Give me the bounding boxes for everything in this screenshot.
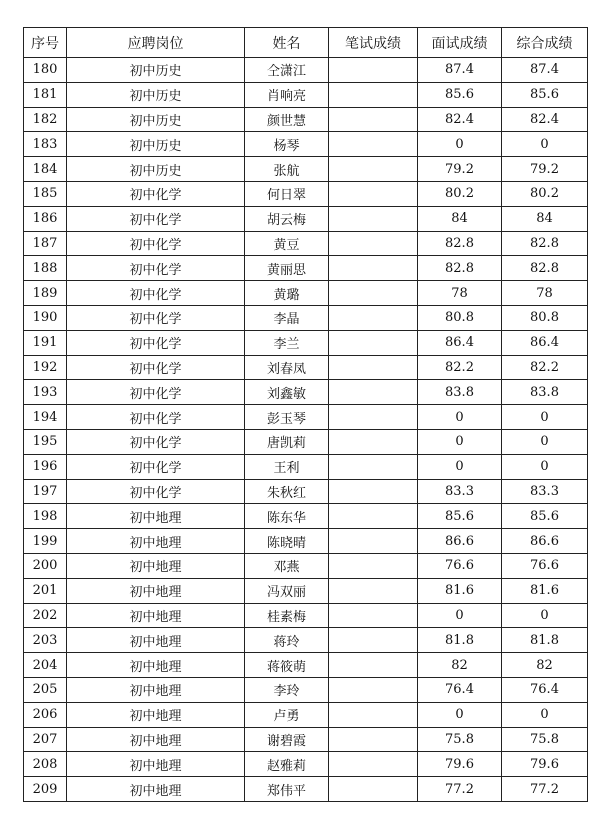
cell-no: 189 — [24, 281, 67, 306]
table-row — [24, 380, 588, 405]
cell-interview-score: 79.2 — [418, 157, 502, 182]
table-row — [24, 281, 588, 306]
cell-total-score: 80.2 — [502, 181, 588, 206]
cell-no: 194 — [24, 405, 67, 430]
cell-no: 185 — [24, 181, 67, 206]
cell-interview-score: 82.8 — [418, 231, 502, 256]
table-row — [24, 206, 588, 231]
cell-interview-score: 78 — [418, 281, 502, 306]
cell-interview-score: 83.3 — [418, 479, 502, 504]
cell-written-score — [329, 256, 418, 281]
cell-total-score: 0 — [502, 603, 588, 628]
cell-position: 初中化学 — [67, 256, 245, 281]
cell-total-score: 79.6 — [502, 752, 588, 777]
cell-no: 190 — [24, 305, 67, 330]
cell-written-score — [329, 107, 418, 132]
cell-name: 胡云梅 — [245, 206, 329, 231]
cell-position: 初中化学 — [67, 355, 245, 380]
cell-total-score: 86.6 — [502, 529, 588, 554]
cell-name: 刘鑫敏 — [245, 380, 329, 405]
cell-no: 181 — [24, 82, 67, 107]
cell-interview-score: 0 — [418, 429, 502, 454]
cell-name: 仝潇江 — [245, 58, 329, 83]
cell-written-score — [329, 281, 418, 306]
cell-no: 192 — [24, 355, 67, 380]
cell-total-score: 0 — [502, 132, 588, 157]
cell-name: 蒋玲 — [245, 628, 329, 653]
cell-total-score: 0 — [502, 454, 588, 479]
cell-position: 初中化学 — [67, 231, 245, 256]
header-total-score: 综合成绩 — [502, 28, 588, 58]
cell-written-score — [329, 578, 418, 603]
cell-name: 朱秋红 — [245, 479, 329, 504]
table-row — [24, 677, 588, 702]
table-row — [24, 653, 588, 678]
cell-interview-score: 79.6 — [418, 752, 502, 777]
cell-name: 李兰 — [245, 330, 329, 355]
cell-interview-score: 87.4 — [418, 58, 502, 83]
cell-interview-score: 82 — [418, 653, 502, 678]
cell-total-score: 87.4 — [502, 58, 588, 83]
cell-written-score — [329, 82, 418, 107]
cell-written-score — [329, 603, 418, 628]
cell-interview-score: 86.6 — [418, 529, 502, 554]
cell-interview-score: 0 — [418, 603, 502, 628]
cell-interview-score: 80.8 — [418, 305, 502, 330]
cell-no: 202 — [24, 603, 67, 628]
cell-position: 初中历史 — [67, 58, 245, 83]
cell-name: 邓燕 — [245, 553, 329, 578]
header-position: 应聘岗位 — [67, 28, 245, 58]
cell-name: 陈东华 — [245, 504, 329, 529]
header-written-score: 笔试成绩 — [329, 28, 418, 58]
cell-position: 初中化学 — [67, 380, 245, 405]
table-body — [24, 58, 588, 802]
cell-no: 193 — [24, 380, 67, 405]
cell-name: 黄豆 — [245, 231, 329, 256]
cell-interview-score: 82.4 — [418, 107, 502, 132]
cell-position: 初中地理 — [67, 529, 245, 554]
table-row — [24, 752, 588, 777]
cell-total-score: 85.6 — [502, 504, 588, 529]
table-row — [24, 504, 588, 529]
cell-total-score: 81.8 — [502, 628, 588, 653]
cell-position: 初中化学 — [67, 281, 245, 306]
cell-name: 郑伟平 — [245, 777, 329, 802]
cell-no: 203 — [24, 628, 67, 653]
cell-written-score — [329, 553, 418, 578]
table-row — [24, 702, 588, 727]
table-row — [24, 58, 588, 83]
cell-position: 初中化学 — [67, 305, 245, 330]
cell-written-score — [329, 132, 418, 157]
cell-total-score: 0 — [502, 702, 588, 727]
cell-total-score: 85.6 — [502, 82, 588, 107]
cell-interview-score: 75.8 — [418, 727, 502, 752]
cell-total-score: 0 — [502, 405, 588, 430]
cell-position: 初中历史 — [67, 82, 245, 107]
cell-name: 陈晓晴 — [245, 529, 329, 554]
cell-written-score — [329, 653, 418, 678]
cell-written-score — [329, 752, 418, 777]
scores-table — [23, 27, 588, 802]
cell-total-score: 83.3 — [502, 479, 588, 504]
cell-position: 初中历史 — [67, 132, 245, 157]
table-row — [24, 628, 588, 653]
cell-written-score — [329, 58, 418, 83]
cell-position: 初中地理 — [67, 504, 245, 529]
cell-interview-score: 76.6 — [418, 553, 502, 578]
table-row — [24, 405, 588, 430]
cell-position: 初中化学 — [67, 330, 245, 355]
cell-total-score: 82.8 — [502, 231, 588, 256]
cell-position: 初中地理 — [67, 578, 245, 603]
cell-interview-score: 84 — [418, 206, 502, 231]
cell-name: 卢勇 — [245, 702, 329, 727]
cell-position: 初中化学 — [67, 429, 245, 454]
cell-total-score: 83.8 — [502, 380, 588, 405]
cell-name: 李玲 — [245, 677, 329, 702]
cell-written-score — [329, 157, 418, 182]
table-row — [24, 454, 588, 479]
table-row — [24, 181, 588, 206]
cell-no: 186 — [24, 206, 67, 231]
table-row — [24, 578, 588, 603]
cell-position: 初中地理 — [67, 653, 245, 678]
cell-position: 初中地理 — [67, 727, 245, 752]
cell-no: 206 — [24, 702, 67, 727]
cell-written-score — [329, 206, 418, 231]
cell-interview-score: 0 — [418, 132, 502, 157]
cell-position: 初中地理 — [67, 628, 245, 653]
table-row — [24, 256, 588, 281]
cell-total-score: 0 — [502, 429, 588, 454]
cell-total-score: 81.6 — [502, 578, 588, 603]
cell-no: 191 — [24, 330, 67, 355]
cell-name: 唐凯莉 — [245, 429, 329, 454]
cell-no: 184 — [24, 157, 67, 182]
cell-position: 初中历史 — [67, 107, 245, 132]
table-row — [24, 777, 588, 802]
cell-name: 李晶 — [245, 305, 329, 330]
cell-written-score — [329, 727, 418, 752]
cell-interview-score: 82.2 — [418, 355, 502, 380]
cell-position: 初中地理 — [67, 702, 245, 727]
cell-interview-score: 0 — [418, 702, 502, 727]
cell-name: 蒋筱萌 — [245, 653, 329, 678]
cell-written-score — [329, 181, 418, 206]
cell-no: 182 — [24, 107, 67, 132]
cell-name: 张航 — [245, 157, 329, 182]
cell-position: 初中化学 — [67, 206, 245, 231]
cell-interview-score: 80.2 — [418, 181, 502, 206]
cell-written-score — [329, 405, 418, 430]
cell-name: 黄璐 — [245, 281, 329, 306]
cell-written-score — [329, 305, 418, 330]
cell-no: 201 — [24, 578, 67, 603]
cell-position: 初中化学 — [67, 479, 245, 504]
table-row — [24, 132, 588, 157]
table-row — [24, 330, 588, 355]
cell-name: 杨琴 — [245, 132, 329, 157]
cell-total-score: 86.4 — [502, 330, 588, 355]
cell-interview-score: 77.2 — [418, 777, 502, 802]
cell-name: 王利 — [245, 454, 329, 479]
cell-written-score — [329, 479, 418, 504]
cell-position: 初中地理 — [67, 603, 245, 628]
cell-total-score: 75.8 — [502, 727, 588, 752]
cell-name: 桂素梅 — [245, 603, 329, 628]
cell-name: 赵雅莉 — [245, 752, 329, 777]
cell-written-score — [329, 529, 418, 554]
cell-total-score: 82 — [502, 653, 588, 678]
cell-no: 183 — [24, 132, 67, 157]
cell-no: 198 — [24, 504, 67, 529]
cell-position: 初中化学 — [67, 405, 245, 430]
table-row — [24, 479, 588, 504]
cell-no: 209 — [24, 777, 67, 802]
cell-interview-score: 83.8 — [418, 380, 502, 405]
table-row — [24, 231, 588, 256]
cell-written-score — [329, 504, 418, 529]
cell-written-score — [329, 677, 418, 702]
cell-written-score — [329, 777, 418, 802]
cell-interview-score: 82.8 — [418, 256, 502, 281]
cell-name: 刘春凤 — [245, 355, 329, 380]
cell-total-score: 76.4 — [502, 677, 588, 702]
cell-position: 初中地理 — [67, 752, 245, 777]
cell-position: 初中地理 — [67, 677, 245, 702]
header-name: 姓名 — [245, 28, 329, 58]
cell-total-score: 77.2 — [502, 777, 588, 802]
table-row — [24, 157, 588, 182]
table-row — [24, 727, 588, 752]
table-row — [24, 429, 588, 454]
cell-no: 197 — [24, 479, 67, 504]
header-row — [24, 28, 588, 58]
header-no: 序号 — [24, 28, 67, 58]
cell-total-score: 79.2 — [502, 157, 588, 182]
cell-interview-score: 0 — [418, 405, 502, 430]
cell-written-score — [329, 628, 418, 653]
cell-no: 187 — [24, 231, 67, 256]
cell-name: 颜世慧 — [245, 107, 329, 132]
cell-total-score: 84 — [502, 206, 588, 231]
cell-written-score — [329, 330, 418, 355]
cell-no: 199 — [24, 529, 67, 554]
cell-position: 初中化学 — [67, 181, 245, 206]
cell-name: 黄丽思 — [245, 256, 329, 281]
table-row — [24, 355, 588, 380]
cell-written-score — [329, 355, 418, 380]
cell-no: 205 — [24, 677, 67, 702]
cell-position: 初中地理 — [67, 553, 245, 578]
cell-name: 肖响亮 — [245, 82, 329, 107]
cell-total-score: 80.8 — [502, 305, 588, 330]
cell-total-score: 78 — [502, 281, 588, 306]
cell-total-score: 82.2 — [502, 355, 588, 380]
table-row — [24, 82, 588, 107]
cell-position: 初中历史 — [67, 157, 245, 182]
cell-interview-score: 0 — [418, 454, 502, 479]
cell-no: 204 — [24, 653, 67, 678]
cell-written-score — [329, 380, 418, 405]
cell-written-score — [329, 429, 418, 454]
cell-name: 谢碧霞 — [245, 727, 329, 752]
cell-name: 何日翠 — [245, 181, 329, 206]
cell-name: 彭玉琴 — [245, 405, 329, 430]
cell-total-score: 76.6 — [502, 553, 588, 578]
cell-position: 初中化学 — [67, 454, 245, 479]
cell-name: 冯双丽 — [245, 578, 329, 603]
cell-interview-score: 85.6 — [418, 82, 502, 107]
table-row — [24, 603, 588, 628]
table-row — [24, 305, 588, 330]
cell-no: 200 — [24, 553, 67, 578]
cell-no: 207 — [24, 727, 67, 752]
table-row — [24, 529, 588, 554]
cell-written-score — [329, 702, 418, 727]
cell-total-score: 82.4 — [502, 107, 588, 132]
cell-position: 初中地理 — [67, 777, 245, 802]
cell-no: 180 — [24, 58, 67, 83]
cell-no: 195 — [24, 429, 67, 454]
cell-no: 208 — [24, 752, 67, 777]
cell-written-score — [329, 231, 418, 256]
header-interview-score: 面试成绩 — [418, 28, 502, 58]
cell-total-score: 82.8 — [502, 256, 588, 281]
table-row — [24, 107, 588, 132]
cell-written-score — [329, 454, 418, 479]
cell-interview-score: 86.4 — [418, 330, 502, 355]
cell-interview-score: 81.6 — [418, 578, 502, 603]
cell-no: 196 — [24, 454, 67, 479]
cell-no: 188 — [24, 256, 67, 281]
cell-interview-score: 85.6 — [418, 504, 502, 529]
cell-interview-score: 81.8 — [418, 628, 502, 653]
table-row — [24, 553, 588, 578]
cell-interview-score: 76.4 — [418, 677, 502, 702]
